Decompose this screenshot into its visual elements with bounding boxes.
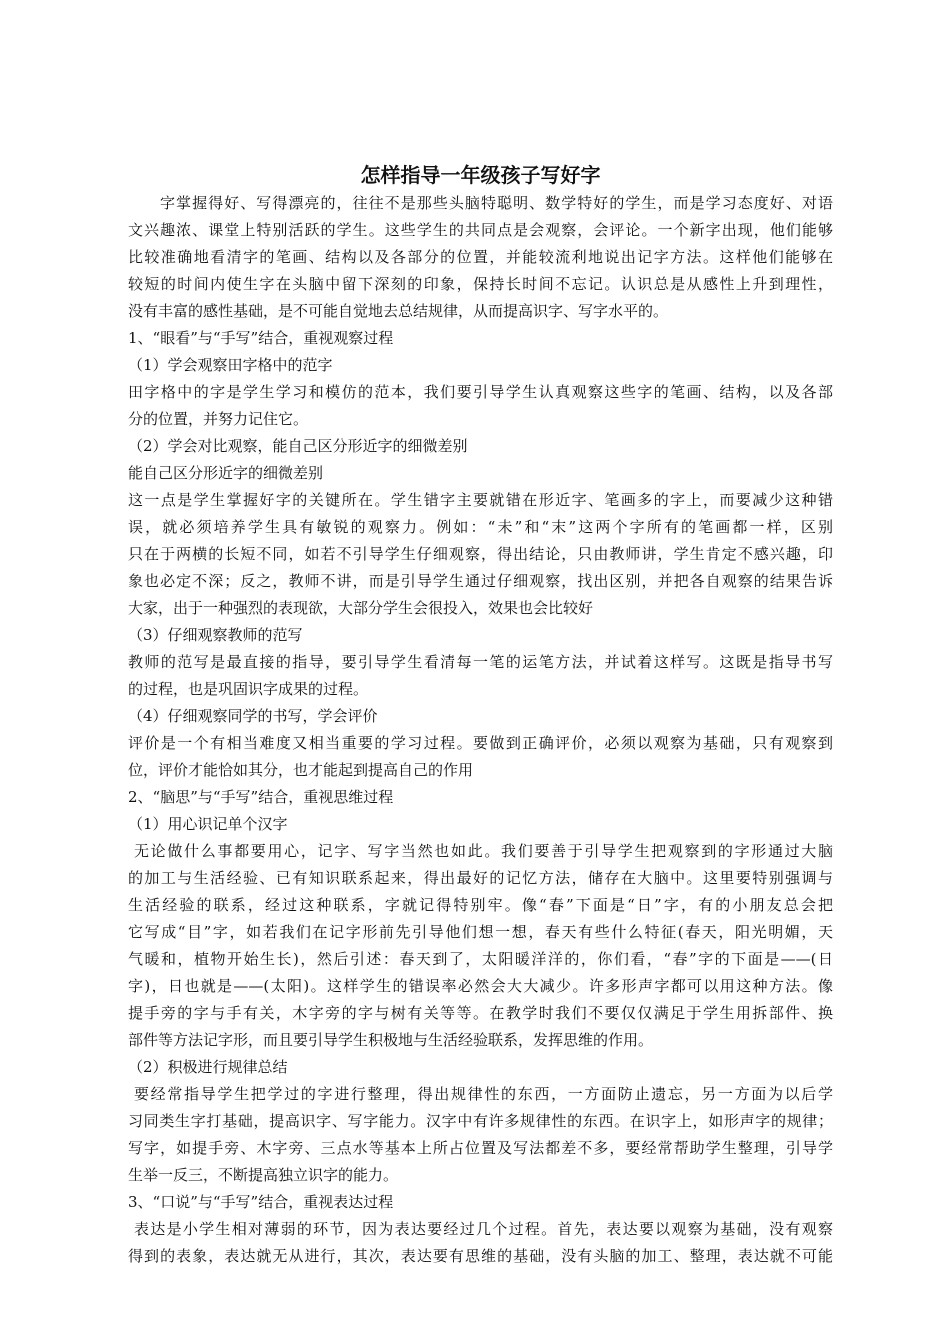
text-line: 生活经验的联系，经过这种联系，字就记得特别牢。像“春”下面是“日”字，有的小朋友总会把 — [128, 896, 833, 914]
text-line: 的过程，也是巩固识字成果的过程。 — [128, 680, 369, 698]
text-line: 分的位置，并努力记住它。 — [128, 410, 309, 428]
text-line: 大家，出于一种强烈的表现欲，大部分学生会很投入，效果也会比较好 — [128, 599, 594, 617]
text-line: 要经常指导学生把学过的字进行整理，得出规律性的东西，一方面防止遗忘，另一方面为以后学 — [134, 1085, 833, 1103]
text-line: 生举一反三，不断提高独立识字的能力。 — [128, 1166, 399, 1184]
text-line: 位，评价才能恰如其分，也才能起到提高自己的作用 — [128, 761, 474, 779]
text-line: 提手旁的字与手有关，木字旁的字与树有关等等。在教学时我们不要仅仅满足于学生用拆部件、换 — [128, 1004, 833, 1022]
text-line: 无论做什么事都要用心，记字、写字当然也如此。我们要善于引导学生把观察到的字形通过大脑 — [134, 842, 833, 860]
text-line: 的加工与生活经验、已有知识联系起来，得出最好的记忆方法，储存在大脑中。这里要特别强调与 — [128, 869, 833, 887]
text-line: 字)，日也就是——(太阳)。这样学生的错误率必然会大大减少。许多形声字都可以用这种方法。像 — [128, 977, 833, 995]
text-line: 字掌握得好、写得漂亮的，往往不是那些头脑特聪明、数学特好的学生，而是学习态度好、对语 — [160, 194, 833, 212]
text-line: （4）仔细观察同学的书写，学会评价 — [128, 707, 378, 725]
text-line: 象也必定不深；反之，教师不讲，而是引导学生通过仔细观察，找出区别，并把各自观察的结果告诉 — [128, 572, 833, 590]
text-line: 文兴趣浓、课堂上特别活跃的学生。这些学生的共同点是会观察，会评论。一个新字出现，他们能够 — [128, 221, 833, 239]
text-line: 没有丰富的感性基础，是不可能自觉地去总结规律，从而提高识字、写字水平的。 — [128, 302, 669, 320]
text-line: 评价是一个有相当难度又相当重要的学习过程。要做到正确评价，必须以观察为基础，只有观察到 — [128, 734, 833, 752]
text-line: 2、“脑思”与“手写”结合，重视思维过程 — [128, 788, 394, 806]
text-line: 能自己区分形近字的细微差别 — [128, 464, 324, 482]
document-page — [128, 160, 833, 1270]
text-line: （2）积极进行规律总结 — [128, 1058, 288, 1076]
text-line: 部件等方法记字形，而且要引导学生积极地与生活经验联系，发挥思维的作用。 — [128, 1031, 654, 1049]
text-line: （3）仔细观察教师的范写 — [128, 626, 303, 644]
text-line: 1、“眼看”与“手写”结合，重视观察过程 — [128, 329, 394, 347]
text-line: 气暖和，植物开始生长)，然后引述：春天到了，太阳暖洋洋的，你们看，“春”字的下面是——(日 — [128, 950, 833, 968]
text-line: （1）学会观察田字格中的范字 — [128, 356, 333, 374]
text-line: 比较准确地看清字的笔画、结构以及各部分的位置，并能较流利地说出记字方法。这样他们能够在 — [128, 248, 833, 266]
text-line: 它写成“目”字，如若我们在记字形前先引导他们想一想，春天有些什么特征(春天，阳光明媚，天 — [128, 923, 833, 941]
text-line: 习同类生字打基础，提高识字、写字能力。汉字中有许多规律性的东西。在识字上，如形声字的规律； — [128, 1112, 833, 1130]
text-line: 写字，如提手旁、木字旁、三点水等基本上所占位置及写法都差不多，要经常帮助学生整理，引导学 — [128, 1139, 833, 1157]
text-line: 误，就必须培养学生具有敏锐的观察力。例如：“未”和“末”这两个字所有的笔画都一样，区别 — [128, 518, 833, 536]
text-line: 得到的表象，表达就无从进行，其次，表达要有思维的基础，没有头脑的加工、整理，表达就不可能 — [128, 1247, 833, 1265]
text-line: 3、“口说”与“手写”结合，重视表达过程 — [128, 1193, 394, 1211]
text-line: 田字格中的字是学生学习和模仿的范本，我们要引导学生认真观察这些字的笔画、结构，以及各部 — [128, 383, 833, 401]
document-title: 怎样指导一年级孩子写好字 — [360, 163, 601, 187]
document-body — [128, 190, 833, 1270]
text-line: 只在于两横的长短不同，如若不引导学生仔细观察，得出结论，只由教师讲，学生肯定不感兴趣，印 — [128, 545, 833, 563]
text-line: （1）用心识记单个汉字 — [128, 815, 288, 833]
text-line: 这一点是学生掌握好字的关键所在。学生错字主要就错在形近字、笔画多的字上，而要减少这种错 — [128, 491, 833, 509]
text-line: 教师的范写是最直接的指导，要引导学生看清每一笔的运笔方法，并试着这样写。这既是指导书写 — [128, 653, 833, 671]
text-line: （2）学会对比观察，能自己区分形近字的细微差别 — [128, 437, 468, 455]
text-line: 表达是小学生相对薄弱的环节，因为表达要经过几个过程。首先，表达要以观察为基础，没有观察 — [134, 1220, 833, 1238]
text-line: 较短的时间内使生字在头脑中留下深刻的印象，保持长时间不忘记。认识总是从感性上升到理性， — [128, 275, 833, 293]
